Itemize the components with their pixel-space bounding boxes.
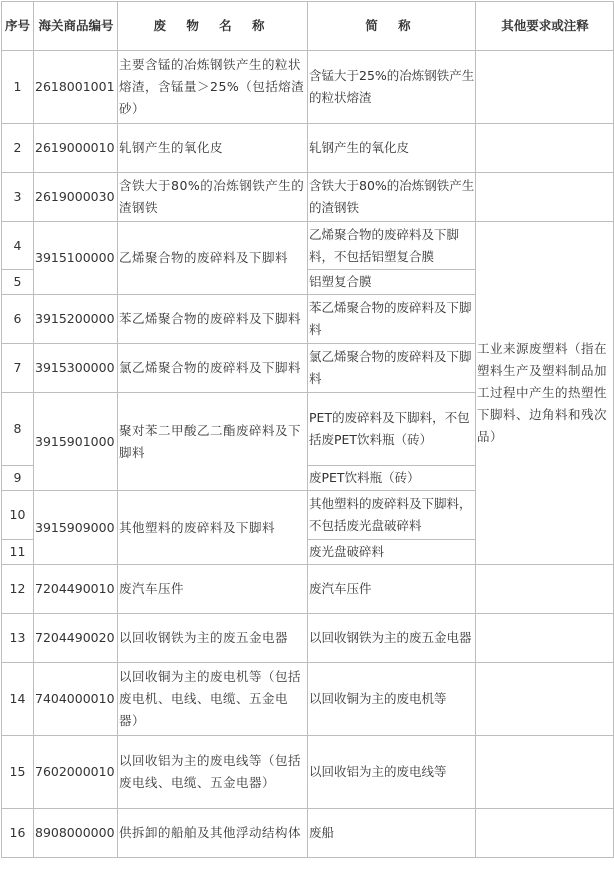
table-row (2, 809, 614, 858)
name-cell: 以回收铜为主的废电机等（包括废电机、电线、电缆、五金电器） (118, 663, 308, 736)
name-cell: 主要含锰的冶炼钢铁产生的粒状熔渣，含锰量＞25%（包括熔渣砂） (118, 51, 308, 124)
name-cell: 氯乙烯聚合物的废碎料及下脚料 (118, 344, 308, 393)
short-cell: 其他塑料的废碎料及下脚料，不包括废光盘破碎料 (308, 491, 476, 540)
code-cell: 3915100000 (34, 222, 118, 295)
header-name-label: 废 物 名 称 (153, 18, 273, 33)
short-cell: 以回收铝为主的废电线等 (308, 736, 476, 809)
short-cell: 铝塑复合膜 (308, 270, 476, 295)
name-cell: 以回收钢铁为主的废五金电器 (118, 614, 308, 663)
code-cell: 2618001001 (34, 51, 118, 124)
header-seq: 序号 (2, 2, 34, 51)
name-cell: 供拆卸的船舶及其他浮动结构体 (118, 809, 308, 858)
note-cell (476, 614, 614, 663)
note-cell (476, 124, 614, 173)
short-cell: 废光盘破碎料 (308, 540, 476, 565)
short-cell: 氯乙烯聚合物的废碎料及下脚料 (308, 344, 476, 393)
seq-cell: 8 (2, 393, 34, 466)
seq-cell: 9 (2, 466, 34, 491)
seq-cell: 3 (2, 173, 34, 222)
table-row (2, 124, 614, 173)
note-cell (476, 173, 614, 222)
seq-cell: 13 (2, 614, 34, 663)
name-cell: 轧钢产生的氧化皮 (118, 124, 308, 173)
table-row (2, 614, 614, 663)
seq-cell: 14 (2, 663, 34, 736)
table-row (2, 565, 614, 614)
seq-cell: 16 (2, 809, 34, 858)
code-cell: 8908000000 (34, 809, 118, 858)
code-cell: 2619000010 (34, 124, 118, 173)
table-row (2, 222, 614, 270)
note-cell (476, 809, 614, 858)
table-row (2, 51, 614, 124)
seq-cell: 1 (2, 51, 34, 124)
name-cell: 乙烯聚合物的废碎料及下脚料 (118, 222, 308, 295)
short-cell: 含铁大于80%的冶炼钢铁产生的渣钢铁 (308, 173, 476, 222)
short-cell: 废PET饮料瓶（砖） (308, 466, 476, 491)
name-cell: 以回收铝为主的废电线等（包括废电线、电缆、五金电器） (118, 736, 308, 809)
code-cell: 7204490010 (34, 565, 118, 614)
name-cell: 其他塑料的废碎料及下脚料 (118, 491, 308, 565)
code-cell: 2619000030 (34, 173, 118, 222)
short-cell: PET的废碎料及下脚料，不包括废PET饮料瓶（砖） (308, 393, 476, 466)
note-cell (476, 663, 614, 736)
seq-cell: 2 (2, 124, 34, 173)
header-name (118, 2, 308, 51)
note-cell (476, 565, 614, 614)
seq-cell: 4 (2, 222, 34, 270)
short-cell: 含锰大于25%的冶炼钢铁产生的粒状熔渣 (308, 51, 476, 124)
seq-cell: 15 (2, 736, 34, 809)
table-header-row (2, 2, 614, 51)
seq-cell: 12 (2, 565, 34, 614)
short-cell: 废船 (308, 809, 476, 858)
code-cell: 3915300000 (34, 344, 118, 393)
short-cell: 以回收铜为主的废电机等 (308, 663, 476, 736)
short-cell: 乙烯聚合物的废碎料及下脚料，不包括铝塑复合膜 (308, 222, 476, 270)
name-cell: 含铁大于80%的冶炼钢铁产生的渣钢铁 (118, 173, 308, 222)
name-cell: 废汽车压件 (118, 565, 308, 614)
short-cell: 以回收钢铁为主的废五金电器 (308, 614, 476, 663)
code-cell: 7404000010 (34, 663, 118, 736)
short-cell: 轧钢产生的氧化皮 (308, 124, 476, 173)
waste-classification-table (1, 1, 614, 858)
header-short (308, 2, 476, 51)
plastics-note-cell: 工业来源废塑料（指在塑料生产及塑料制品加工过程中产生的热塑性下脚料、边角料和残次品） (476, 222, 614, 565)
name-cell: 聚对苯二甲酸乙二酯废碎料及下脚料 (118, 393, 308, 491)
code-cell: 7204490020 (34, 614, 118, 663)
seq-cell: 11 (2, 540, 34, 565)
seq-cell: 10 (2, 491, 34, 540)
seq-cell: 5 (2, 270, 34, 295)
code-cell: 3915901000 (34, 393, 118, 491)
code-cell: 3915200000 (34, 295, 118, 344)
seq-cell: 7 (2, 344, 34, 393)
short-cell: 废汽车压件 (308, 565, 476, 614)
seq-cell: 6 (2, 295, 34, 344)
header-code: 海关商品编号 (34, 2, 118, 51)
note-cell (476, 51, 614, 124)
code-cell: 3915909000 (34, 491, 118, 565)
name-cell: 苯乙烯聚合物的废碎料及下脚料 (118, 295, 308, 344)
note-cell (476, 736, 614, 809)
table-row (2, 663, 614, 736)
code-cell: 7602000010 (34, 736, 118, 809)
header-note: 其他要求或注释 (476, 2, 614, 51)
table-row (2, 736, 614, 809)
header-short-label: 简 称 (365, 18, 419, 33)
short-cell: 苯乙烯聚合物的废碎料及下脚料 (308, 295, 476, 344)
table-row (2, 173, 614, 222)
